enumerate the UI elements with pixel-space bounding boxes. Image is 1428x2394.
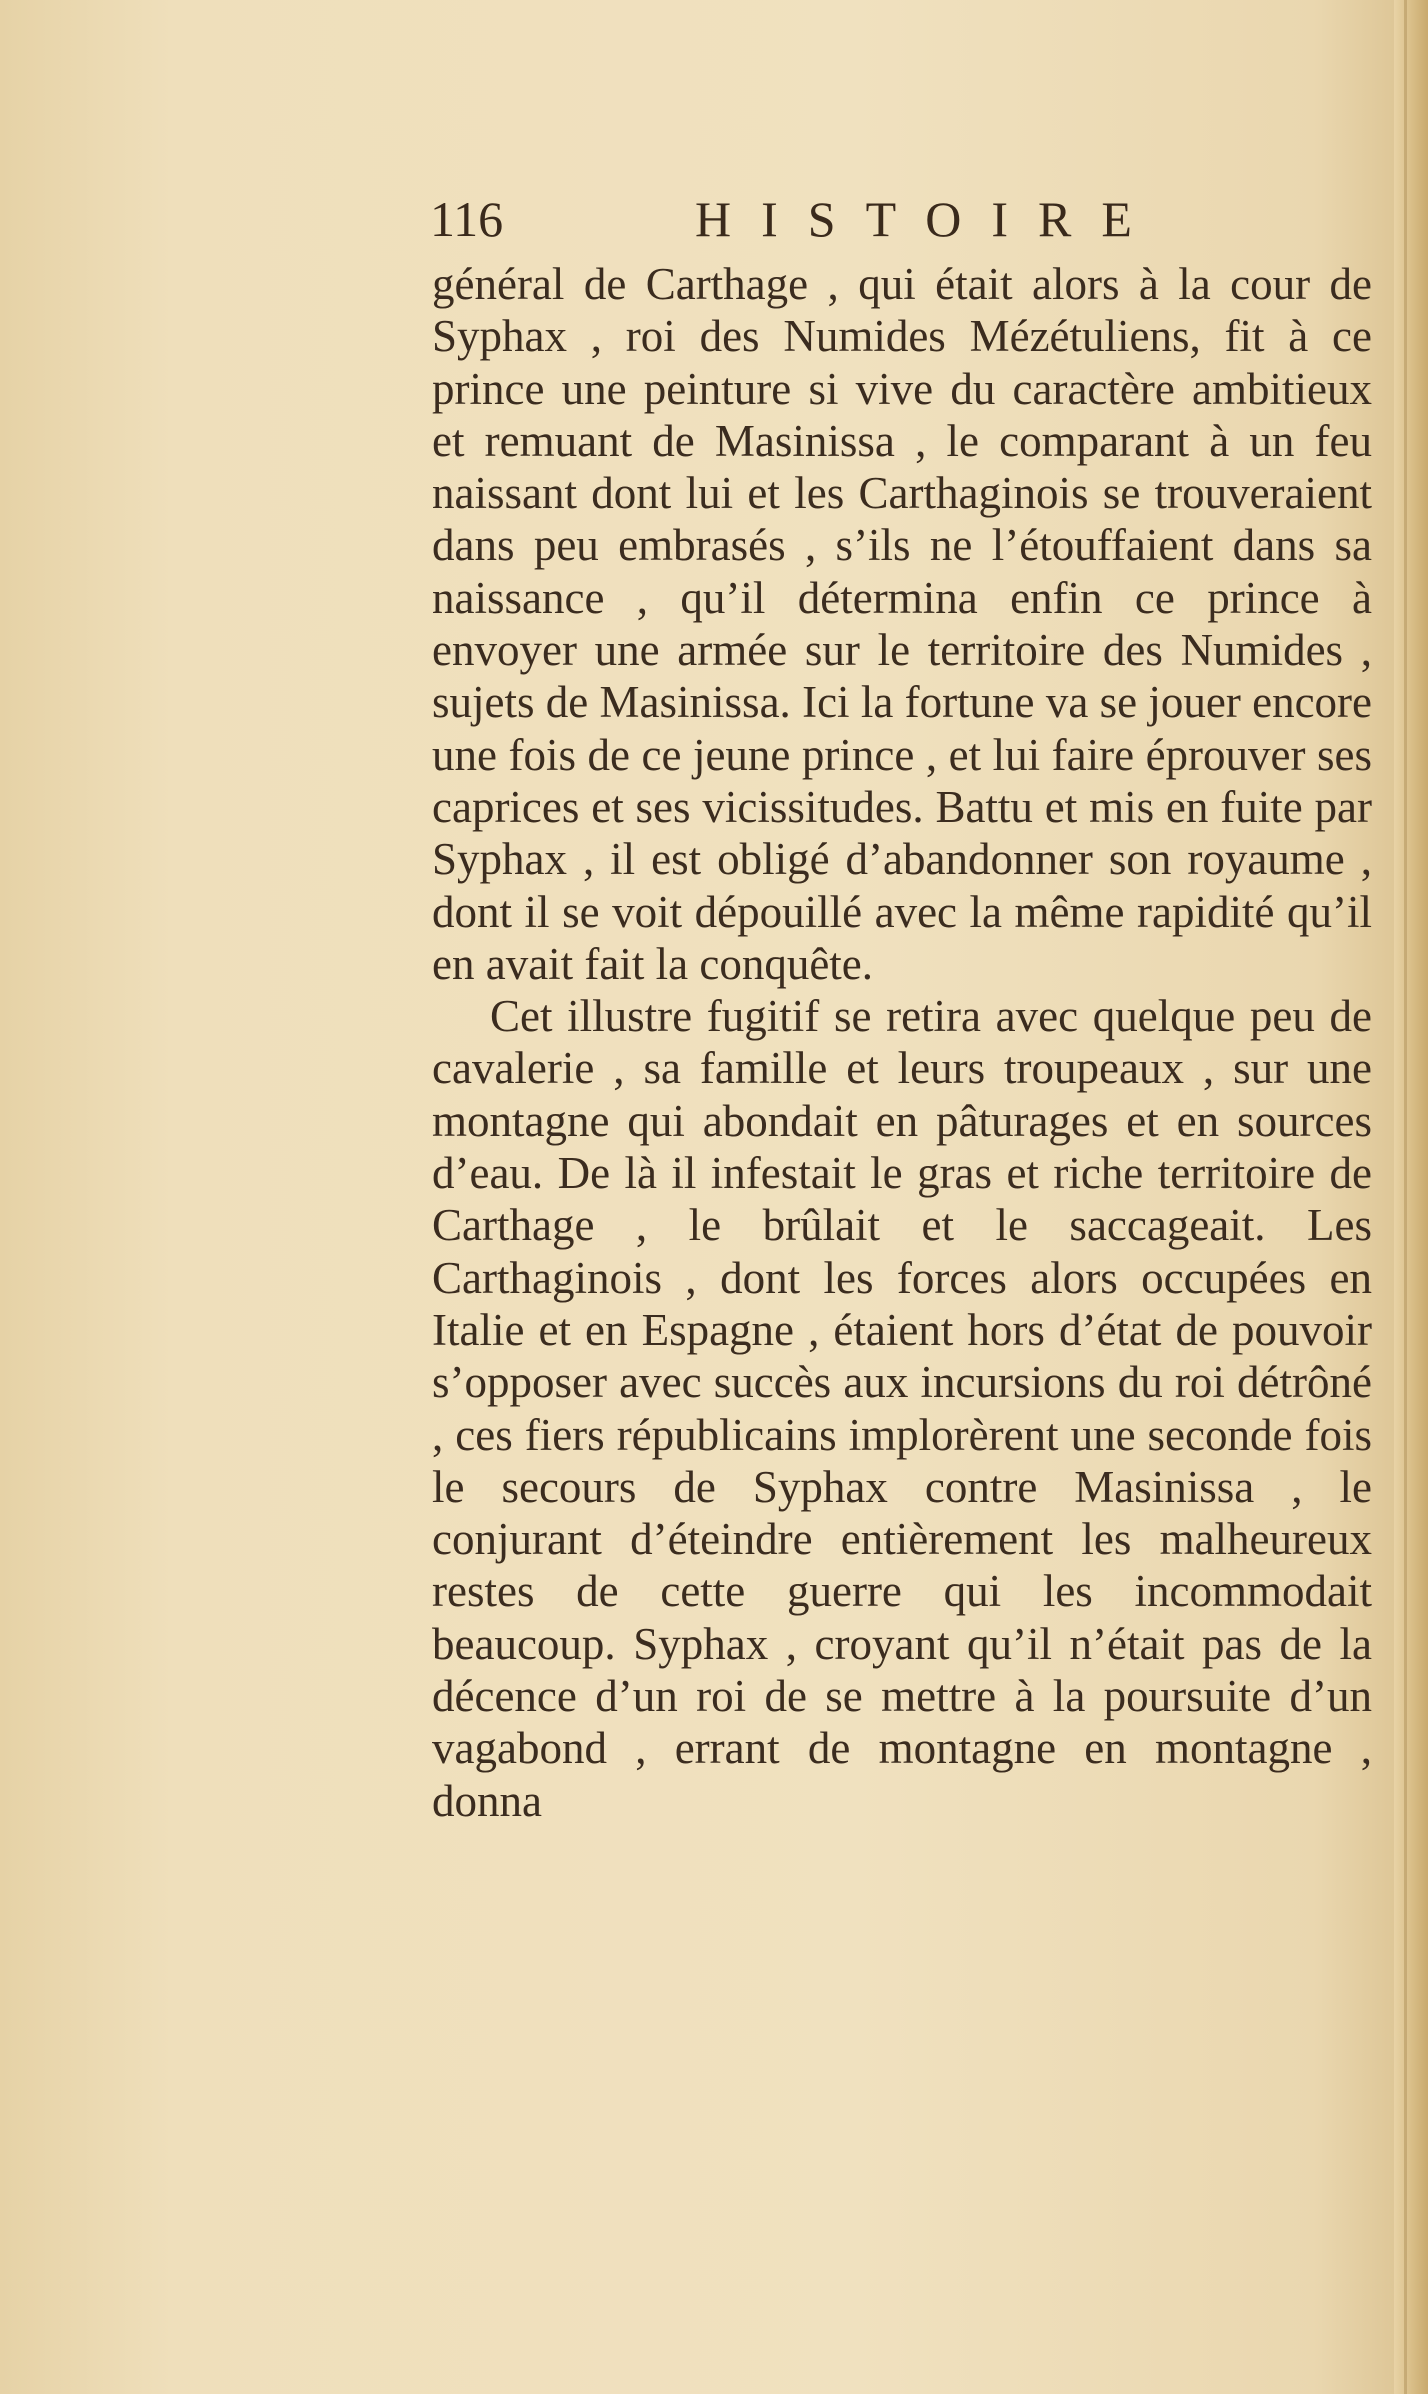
paragraph: général de Carthage , qui était alors à la cour de Syphax , roi des Numides Mézétuliens, fit à ce prince une peinture si vive du caractère ambitieux et remuant de Masinissa , le comparant à un feu naissant dont lui et les Carthaginois se trouveraient dans peu embrasés , s’ils ne l’étouffaient dans sa naissance , qu’il détermina enfin ce prince à envoyer une armée sur le territoire des Numides , sujets de Masinissa. Ici la fortune va se jouer encore une fois de ce jeune prince , et lui faire éprouver ses caprices et ses vicissitudes. Battu et mis en fuite par Syphax , il est obligé d’abandonner son royaume , dont il se voit dépouillé avec la même rapidité qu’il en avait fait la conquête. — [432, 259, 1372, 989]
page-number: 116 — [430, 191, 504, 247]
paragraph: Cet illustre fugitif se retira avec quelque peu de cavalerie , sa famille et leurs troupeaux , sur une montagne qui abondait en pâturages et en sources d’eau. De là il infestait le gras et riche territoire de Carthage , le brûlait et le saccageait. Les Carthaginois , dont les forces alors occupées en Italie et en Espagne , étaient hors d’état de pouvoir s’opposer avec succès aux incursions du roi détrôné , ces fiers républicains implorèrent une seconde fois le secours de Syphax contre Masinissa , le conjurant d’éteindre entièrement les malheureux restes de cette guerre qui les incommodait beaucoup. Syphax , croyant qu’il n’était pas de la décence d’un roi de se mettre à la poursuite d’un vagabond , errant de montagne en montagne , donna — [432, 991, 1372, 1826]
running-head — [430, 190, 1420, 250]
page-edge — [1394, 0, 1428, 2394]
body-text — [432, 258, 1372, 1827]
page-fold — [1404, 0, 1407, 2394]
running-title: HISTOIRE — [695, 191, 1162, 247]
